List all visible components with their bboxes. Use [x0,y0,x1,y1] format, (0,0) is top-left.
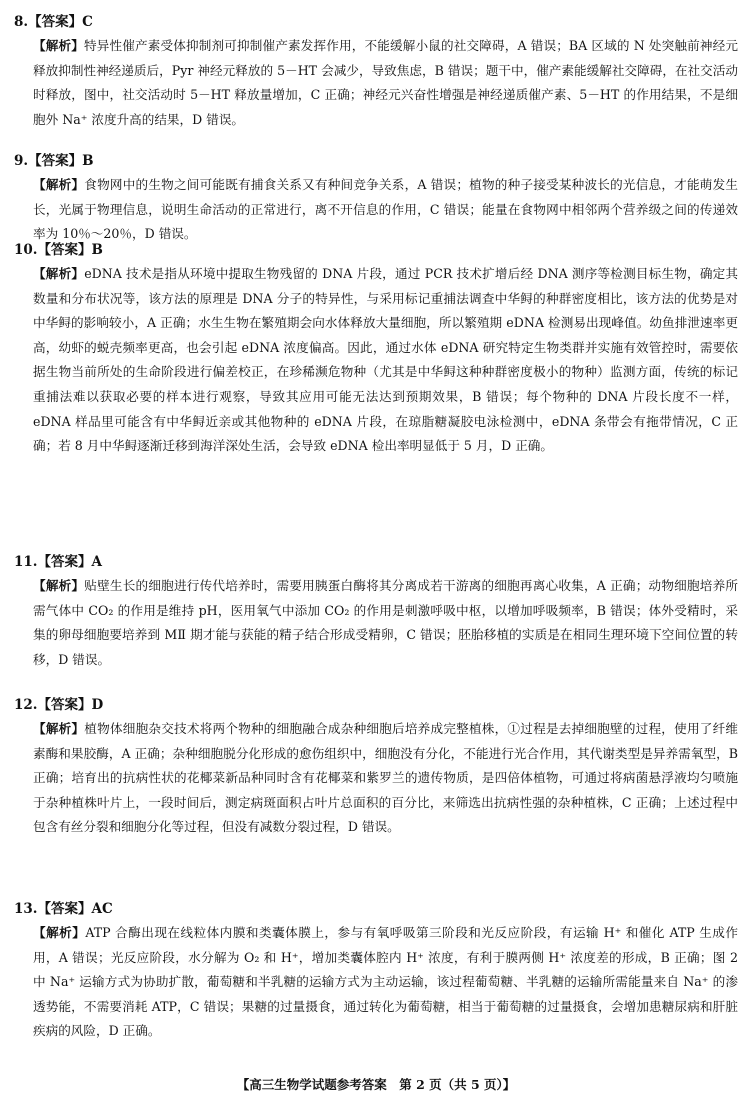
question-9-explanation [14,173,738,247]
question-12-answer: 12.【答案】D [14,697,104,713]
question-13-answer: 13.【答案】AC [14,901,113,917]
question-10-explanation [14,262,738,459]
explanation-tag: 【解析】 [33,925,86,940]
question-9-answer: 9.【答案】B [14,153,94,169]
explanation-text: 特异性催产素受体抑制剂可抑制催产素发挥作用，不能缓解小鼠的社交障碍，A 错误；BA 区域的 N 处突触前神经元释放抑制性神经递质后，Pyr 神经元释放的 5－HT 会减少，导致焦虑，B 错误；题干中，催产素能缓解社交障碍，在社交活动时释放，图中，社交活动时 5－HT 释放量增加，C 正确；神经元兴奋性增强是神经递质催产素、5－HT 的作用结果，不是细胞外 Na⁺ 浓度升高的结果，D 错误。 [33,38,738,127]
explanation-tag: 【解析】 [33,266,85,281]
question-10-answer: 10.【答案】B [14,242,103,258]
page-footer: 【高三生物学试题参考答案 第 2 页（共 5 页）】 [236,1077,516,1092]
question-13-block [14,901,738,1044]
explanation-text: ATP 合酶出现在线粒体内膜和类囊体膜上，参与有氧呼吸第三阶段和光反应阶段，有运输 H⁺ 和催化 ATP 生成作用，A 错误；光反应阶段，水分解为 O₂ 和 H⁺，增加类囊体腔内 H⁺ 浓度，有利于膜两侧 H⁺ 浓度差的形成，B 正确；图 2 中 Na⁺ 运输方式为协助扩散，葡萄糖和半乳糖的运输方式为主动运输，该过程葡萄糖、半乳糖的运输所需能量来自 Na⁺ 的渗透势能，不需要消耗 ATP，C 错误；果糖的过量摄食，通过转化为葡萄糖，相当于葡萄糖的过量摄食，会增加患糖尿病和肝脏疾病的风险，D 正确。 [33,925,738,1039]
explanation-tag: 【解析】 [33,38,84,53]
question-11-explanation [14,574,738,672]
question-12-explanation [14,717,738,840]
explanation-tag: 【解析】 [33,177,85,192]
explanation-tag: 【解析】 [33,721,85,736]
question-10-block [14,242,738,459]
question-11-block [14,554,738,672]
explanation-text: eDNA 技术是指从环境中提取生物残留的 DNA 片段，通过 PCR 技术扩增后经 DNA 测序等检测目标生物，确定其数量和分布状况等，该方法的原理是 DNA 分子的特异性，与采用标记重捕法调查中华鲟的种群密度相比，该方法的优势是对中华鲟的影响较小，A 正确；水生生物在繁殖期会向水体释放大量细胞，所以繁殖期 eDNA 检测易出现峰值。幼鱼排泄速率更高，幼虾的蜕壳频率更高，也会引起 eDNA 浓度偏高。因此，通过水体 eDNA 研究特定生物类群并实施有效管控时，需要依据生物当前所处的生命阶段进行偏差校正，在珍稀濒危物种（尤其是中华鲟这种种群密度极小的物种）监测方面，传统的标记重捕法难以获取必要的样本进行观察，导致其应用可能无法达到预期效果，B 错误；每个物种的 DNA 片段长度不一样，eDNA 样品里可能含有中华鲟近亲或其他物种的 eDNA 片段，在琼脂糖凝胶电泳检测中，eDNA 条带会有拖带情况，C 正确；若 8 月中华鲟逐渐迁移到海洋深处生活，会导致 eDNA 检出率明显低于 5 月，D 正确。 [33,266,739,454]
explanation-tag: 【解析】 [33,578,85,593]
question-9-block [14,153,738,247]
question-12-block [14,697,738,840]
question-13-explanation [14,921,738,1044]
explanation-text: 贴壁生长的细胞进行传代培养时，需要用胰蛋白酶将其分离成若干游离的细胞再离心收集，A 正确；动物细胞培养所需气体中 CO₂ 的作用是维持 pH，医用氧气中添加 CO₂ 的作用是刺激呼吸中枢，以增加呼吸频率，B 错误；体外受精时，采集的卵母细胞要培养到 MⅡ 期才能与获能的精子结合形成受精卵，C 错误；胚胎移植的实质是在相同生理环境下空间位置的转移，D 错误。 [33,578,739,667]
question-8-block [14,14,738,132]
question-8-answer: 8.【答案】C [14,14,93,30]
question-11-answer: 11.【答案】A [14,554,102,570]
explanation-text: 植物体细胞杂交技术将两个物种的细胞融合成杂种细胞后培养成完整植株，①过程是去掉细胞壁的过程，使用了纤维素酶和果胶酶，A 正确；杂种细胞脱分化形成的愈伤组织中，细胞没有分化，不能进行光合作用，其代谢类型是异养需氧型，B 正确；培育出的抗病性状的花椰菜新品种同时含有花椰菜和紫罗兰的遗传物质，是四倍体植物，可通过将病菌悬浮液均匀喷施于杂种植株叶片上，一段时间后，测定病斑面积占叶片总面积的百分比，来筛选出抗病性强的杂种植株，C 正确；上述过程中包含有丝分裂和细胞分化等过程，但没有减数分裂过程，D 错误。 [33,721,739,835]
question-8-explanation [14,34,738,132]
explanation-text: 食物网中的生物之间可能既有捕食关系又有种间竞争关系，A 错误；植物的种子接受某种波长的光信息，才能萌发生长，光属于物理信息，说明生命活动的正常进行，离不开信息的作用，C 错误；能量在食物网中相邻两个营养级之间的传递效率为 10％～20％，D 错误。 [33,177,739,242]
